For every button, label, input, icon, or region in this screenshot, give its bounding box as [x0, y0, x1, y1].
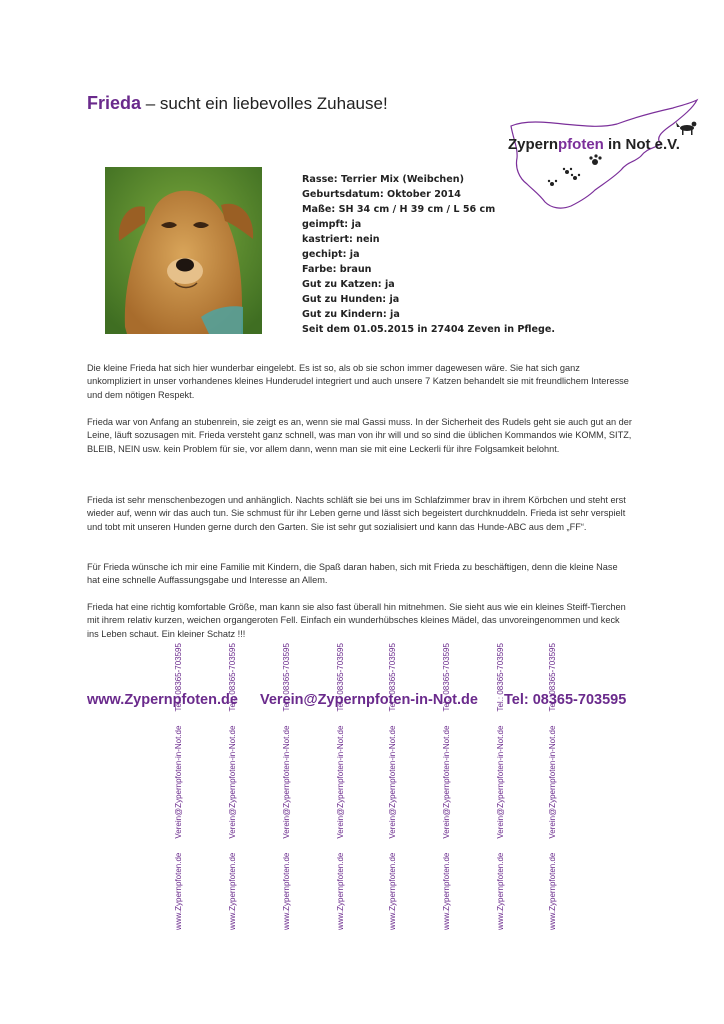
tear-strip-email: Verein@Zypernpfoten-in-Not.de [174, 725, 183, 839]
paragraph-affectionate: Frieda ist sehr menschenbezogen und anhänglich. Nachts schläft sie bei uns im Schlafzimmer brav in ihrem Körbchen und steht erst wieder auf, wenn wir das auch tun. Sie schmust für ihr Leben gerne und lässt sich begeistert durchknuddeln. Frieda ist sehr verspielt und tobt mit unseren Hunden gerne durch den Garten. Sie ist sehr gut sozialisiert und kann das Hunde-ABC aus dem „FF“. [87, 495, 626, 532]
logo-text-main: Zypern [508, 136, 559, 153]
tear-strip-email: Verein@Zypernpfoten-in-Not.de [282, 725, 291, 839]
tagline: – sucht ein liebevolles Zuhause! [141, 94, 388, 113]
dog-photo [105, 167, 262, 334]
paragraph-size: Frieda hat eine richtig komfortable Größe, man kann sie also fast überall hin mitnehmen. Sie sieht aus wie ein kleines Steiff-Tierchen mit ihrem relativ kurzen, weichen organgeroten Fell. Einfach ein wunderhübsches kleines Mädel, das unvoreingenommen und keck ins Leben schaut. Ein kleiner Schatz !!! [87, 602, 626, 639]
tear-strip[interactable] [494, 643, 508, 930]
tear-strip-email: Verein@Zypernpfoten-in-Not.de [548, 725, 557, 839]
tear-strip-email: Verein@Zypernpfoten-in-Not.de [496, 725, 505, 839]
tear-strip-text [494, 643, 508, 930]
tear-strip-phone: Tel.: 08365-703595 [174, 643, 183, 712]
fact-color: Farbe: braun [302, 264, 372, 275]
tear-strip[interactable] [546, 643, 560, 930]
tear-strip-website: www.Zypernpfoten.de [388, 852, 397, 930]
tear-strip-website: www.Zypernpfoten.de [174, 852, 183, 930]
logo-text [508, 136, 680, 153]
tear-strip-website: www.Zypernpfoten.de [442, 852, 451, 930]
tear-strip-website: www.Zypernpfoten.de [496, 852, 505, 930]
tear-strip-text [440, 643, 454, 930]
fact-neutered: kastriert: nein [302, 234, 380, 245]
tear-strip-email: Verein@Zypernpfoten-in-Not.de [442, 725, 451, 839]
tear-strip[interactable] [386, 643, 400, 930]
tear-strip-text [334, 643, 348, 930]
dog-name: Frieda [87, 93, 142, 113]
tear-strip-phone: Tel.: 08365-703595 [228, 643, 237, 712]
fact-breed: Rasse: Terrier Mix (Weibchen) [302, 174, 464, 185]
tear-strip[interactable] [334, 643, 348, 930]
paragraph-housetrained: Frieda war von Anfang an stubenrein, sie zeigt es an, wenn sie mal Gassi muss. In der Sicherheit des Rudels geht sie auch gut an der Leine, läuft sozusagen mit. Frieda versteht ganz schnell, was man von ihr will und so sind die üblichen Kommandos wie KOMM, SITZ, BLEIB, NEIN usw. kein Problem für sie, vor allem dann, wenn man sie mit eine Leckerli für ihre Folgsamkeit belohnt. [87, 417, 632, 454]
fact-chipped: gechipt: ja [302, 249, 360, 260]
tear-strip-email: Verein@Zypernpfoten-in-Not.de [336, 725, 345, 839]
tear-strip-email: Verein@Zypernpfoten-in-Not.de [388, 725, 397, 839]
tear-strip[interactable] [440, 643, 454, 930]
tear-strip-website: www.Zypernpfoten.de [228, 852, 237, 930]
tear-strip-website: www.Zypernpfoten.de [336, 852, 345, 930]
tear-strip-phone: Tel.: 08365-703595 [496, 643, 505, 712]
fact-vaccinated: geimpft: ja [302, 219, 362, 230]
tear-strip-text [546, 643, 560, 930]
tear-strip-text [172, 643, 186, 930]
fact-foster: Seit dem 01.05.2015 in 27404 Zeven in Pflege. [302, 324, 556, 335]
tear-strip-phone: Tel.: 08365-703595 [548, 643, 557, 712]
email-link[interactable]: Verein@Zypernpfoten-in-Not.de [260, 692, 478, 708]
tear-strip-text [226, 643, 240, 930]
fact-dogs: Gut zu Hunden: ja [302, 294, 400, 305]
fact-size: Maße: SH 34 cm / H 39 cm / L 56 cm [302, 204, 496, 215]
tear-strip[interactable] [280, 643, 294, 930]
tear-strip-text [280, 643, 294, 930]
logo-text-tail: in Not e.V. [603, 136, 680, 153]
tear-strip-email: Verein@Zypernpfoten-in-Not.de [228, 725, 237, 839]
fact-children: Gut zu Kindern: ja [302, 309, 400, 320]
tear-strip-text [386, 643, 400, 930]
page-title [87, 93, 388, 114]
paragraph-family-wish: Für Frieda wünsche ich mir eine Familie mit Kindern, die Spaß daran haben, sich mit Frieda zu beschäftigen, denn die kleine Nase hat eine schnelle Auffassungsgabe und Interesse an Allem. [87, 562, 618, 586]
dog-facts [302, 172, 555, 337]
tear-strip-website: www.Zypernpfoten.de [282, 852, 291, 930]
tear-strip-phone: Tel.: 08365-703595 [336, 643, 345, 712]
tear-strip[interactable] [172, 643, 186, 930]
fact-cats: Gut zu Katzen: ja [302, 279, 395, 290]
tear-strip-phone: Tel.: 08365-703595 [388, 643, 397, 712]
phone-number: Tel: 08365-703595 [504, 692, 627, 708]
paragraph-settled-in: Die kleine Frieda hat sich hier wunderbar eingelebt. Es ist so, als ob sie schon immer dagewesen wäre. Sie hat sich ganz unkompliziert in unser vorhandenes kleines Hunderudel integriert und auch unsere 7 Katzen behandelt sie mit freundlichem Interesse und dem nötigen Respekt. [87, 363, 629, 400]
tear-strip-phone: Tel.: 08365-703595 [442, 643, 451, 712]
website-link[interactable]: www.Zypernpfoten.de [87, 692, 238, 708]
logo-text-accent: pfoten [558, 136, 604, 153]
tear-strip[interactable] [226, 643, 240, 930]
tear-strip-website: www.Zypernpfoten.de [548, 852, 557, 930]
tear-strip-phone: Tel.: 08365-703595 [282, 643, 291, 712]
fact-birthdate: Geburtsdatum: Oktober 2014 [302, 189, 461, 200]
